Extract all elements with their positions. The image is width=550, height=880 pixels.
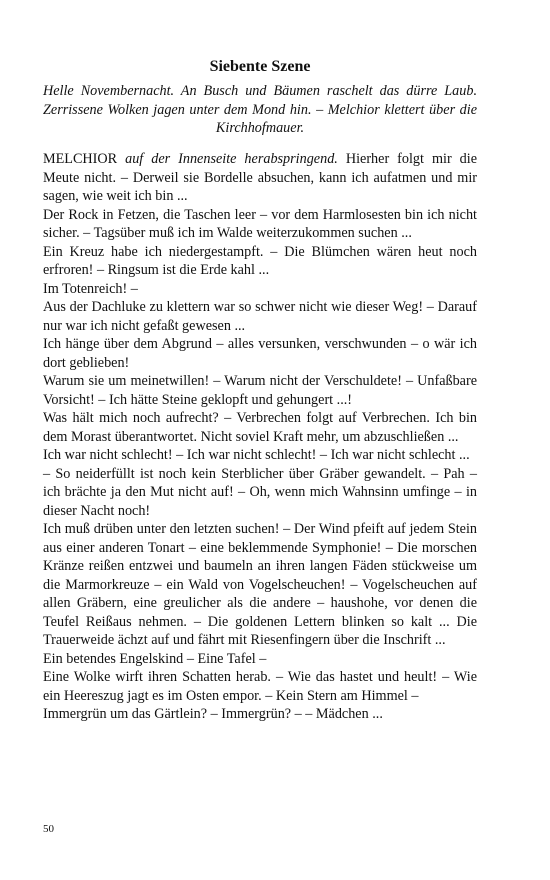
speech-line: Eine Wolke wirft ihren Schatten herab. – Wie das hastet und heult! – Wie ein Heereszug jagt es im Osten empor. – Kein Stern am Himmel –: [43, 669, 477, 704]
speaker-name: MELCHIOR: [43, 151, 118, 167]
speech-line: Ich war nicht schlecht! – Ich war nicht schlecht! – Ich war nicht schlecht ...: [43, 447, 470, 463]
speech-line: Ein betendes Engelskind – Eine Tafel –: [43, 650, 267, 667]
speech-line: Was hält mich noch aufrecht? – Verbrechen folgt auf Verbrechen. Ich bin dem Morast überantwortet. Nicht soviel Kraft mehr, um abzuschließen ...: [43, 410, 477, 445]
speech-line: Immergrün um das Gärtlein? – Immergrün? – – Mädchen ...: [43, 706, 383, 722]
speech-line: Warum sie um meinetwillen! – Warum nicht der Verschuldete! – Unfaßbare Vorsicht! – Ich hätte Steine geklopft und gehungert ...!: [43, 373, 477, 408]
speech-line: Der Rock in Fetzen, die Taschen leer – vor dem Harmlosesten bin ich nicht sicher. – Tagsüber muß ich im Walde weiterzukommen suchen ...: [43, 206, 477, 241]
dialogue-body: [43, 150, 477, 724]
speech-line: Aus der Dachluke zu klettern war so schwer nicht wie dieser Weg! – Darauf nur war ich nicht gefaßt gewesen ...: [43, 299, 477, 334]
speech-opening: [43, 150, 477, 206]
page-number: 50: [43, 823, 54, 835]
speech-line: Ein Kreuz habe ich niedergestampft. – Die Blümchen wären heut noch erfroren! – Ringsum ist die Erde kahl ...: [43, 243, 477, 278]
speech-line: Ich muß drüben unter den letzten suchen! – Der Wind pfeift auf jedem Stein aus einer anderen Tonart – eine beklemmende Symphonie! – Die morschen Kränze reißen entzwei und baumeln an ihren langen Fäden stückweise um die Marmorkreuze – ein Wald von Vogelscheuchen! – Vogelscheuchen auf allen Gräbern, eine greulicher als die andere – haushohe, vor denen die Teufel Reißaus nehmen. – Die goldenen Lettern blinken so kalt ... Die Trauerweide ächzt auf und fährt mit Riesenfingern über die Inschrift ...: [43, 521, 477, 648]
scene-title: Siebente Szene: [209, 58, 311, 75]
speech-line: Ich hänge über dem Abgrund – alles versunken, verschwunden – o wär ich dort geblieben!: [43, 336, 477, 371]
speech-line: – So neiderfüllt ist noch kein Sterblicher über Gräber gewandelt. – Pah – ich brächte ja den Mut nicht auf! – Oh, wenn mich Wahnsinn umfinge – in dieser Nacht noch!: [43, 465, 477, 519]
speech-opening-text: Hierher folgt mir die Meute nicht. – Derweil sie Bordelle absuchen, kann ich aufatmen und mir sagen, wie weit ich bin ...: [43, 151, 477, 204]
stage-direction: Helle Novembernacht. An Busch und Bäumen raschelt das dürre Laub. Zerrissene Wolken jagen unter dem Mond hin. – Melchior klettert über die Kirchhofmauer.: [43, 83, 477, 136]
speech-line: Im Totenreich! –: [43, 280, 138, 297]
inline-stage-direction: auf der Innenseite herabspringend.: [125, 151, 338, 167]
